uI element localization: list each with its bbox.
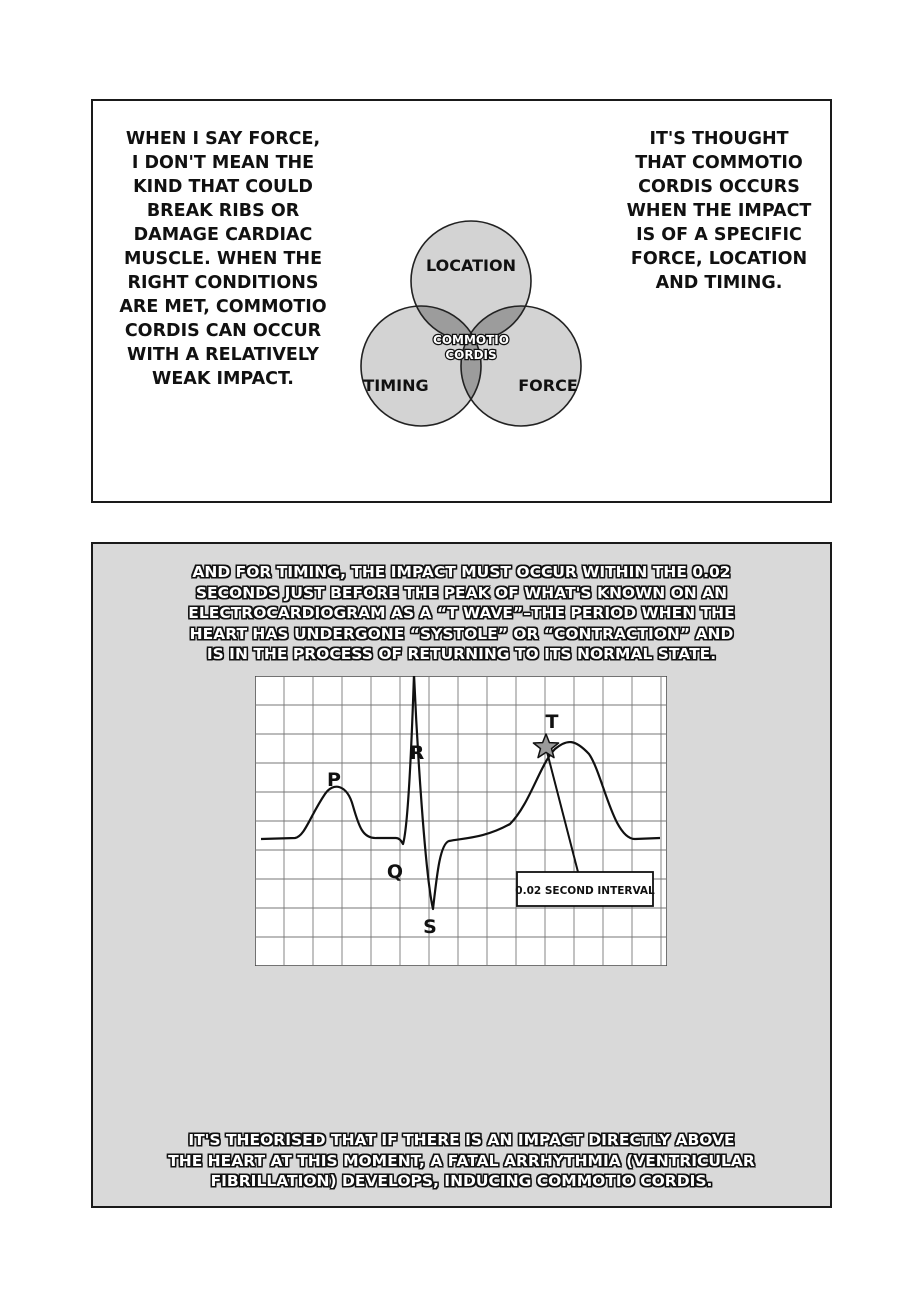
panel-venn — [91, 99, 832, 503]
ecg-chart — [255, 676, 667, 966]
venn-label-location: LOCATION — [426, 256, 516, 275]
venn-diagram — [321, 213, 621, 433]
venn-label-center-2: CORDIS — [445, 348, 497, 362]
ecg-label-t: T — [545, 711, 559, 733]
caption-timing: AND FOR TIMING, THE IMPACT MUST OCCUR WITHIN THE 0.02 SECONDS JUST BEFORE THE PEAK OF WHAT'S KNOWN ON AN ELECTROCARDIOGRAM AS A “T WAVE”–THE PERIOD WHEN THE HEART HAS UNDERGONE “SYSTOLE” OR “CONTRACTION” AND IS IN THE PROCESS OF RETURNING TO ITS NORMAL STATE. — [188, 563, 735, 663]
venn-label-force: FORCE — [518, 376, 578, 395]
ecg-label-s: S — [423, 916, 437, 938]
venn-label-timing: TIMING — [363, 376, 429, 395]
caption-conditions: IT'S THOUGHT THAT COMMOTIO CORDIS OCCURS WHEN THE IMPACT IS OF A SPECIFIC FORCE, LOCATION AND TIMING. — [626, 129, 812, 293]
caption-theory: IT'S THEORISED THAT IF THERE IS AN IMPACT DIRECTLY ABOVE THE HEART AT THIS MOMENT, A FATAL ARRHYTHMIA (VENTRICULAR FIBRILLATION) DEVELOPS, INDUCING COMMOTIO CORDIS. — [168, 1131, 755, 1190]
ecg-label-q: Q — [386, 861, 404, 883]
panel-ecg — [91, 542, 832, 1208]
venn-label-center-1: COMMOTIO — [433, 333, 509, 347]
ecg-label-p: P — [327, 769, 341, 791]
caption-force-explanation: WHEN I SAY FORCE, I DON'T MEAN THE KIND THAT COULD BREAK RIBS OR DAMAGE CARDIAC MUSCLE. WHEN THE RIGHT CONDITIONS ARE MET, COMMOTIO CORDIS CAN OCCUR WITH A RELATIVELY WEAK IMPACT. — [119, 129, 327, 389]
interval-label: 0.02 SECOND INTERVAL — [515, 885, 655, 897]
ecg-label-r: R — [409, 742, 425, 764]
